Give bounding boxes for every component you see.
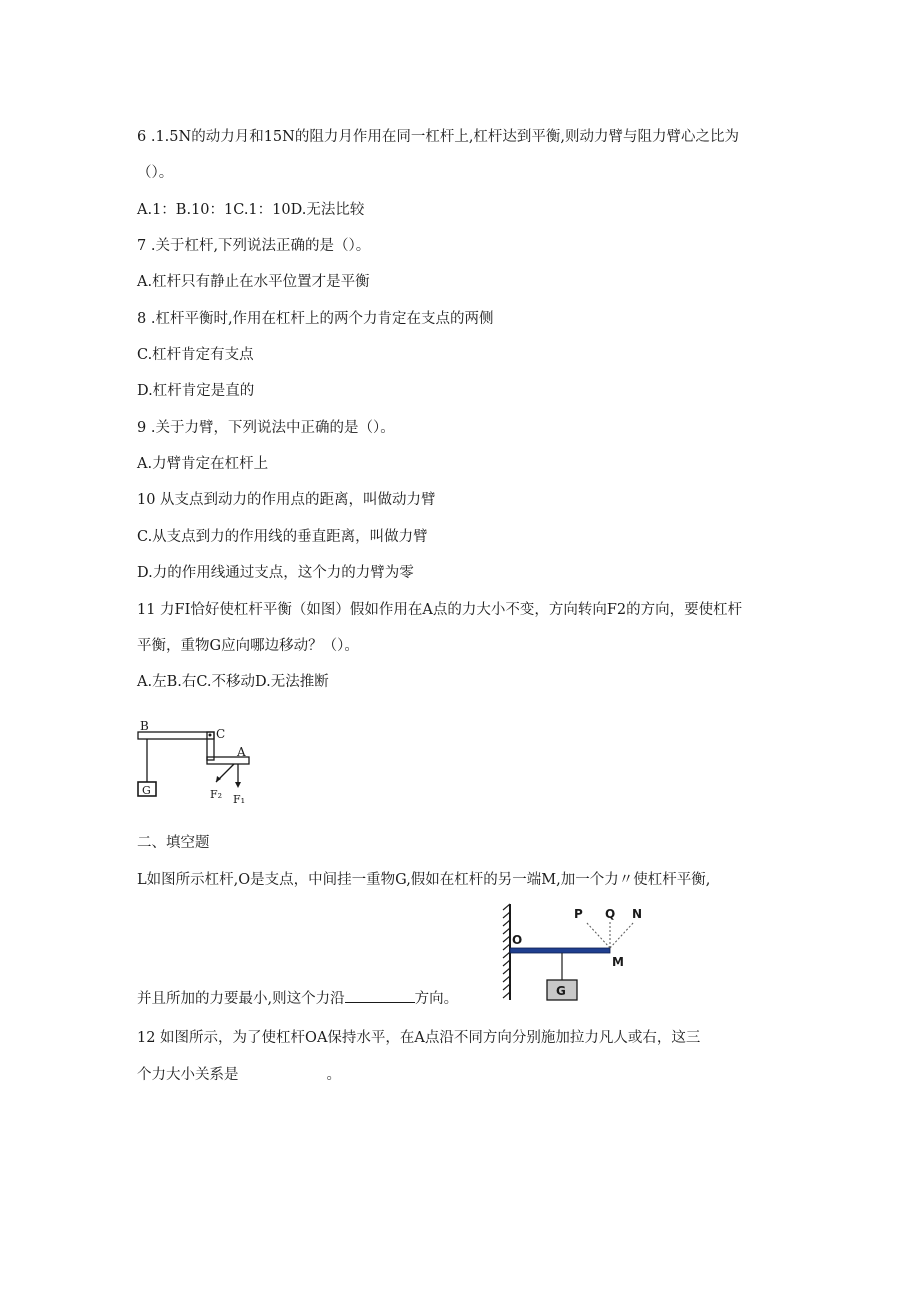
direction-n	[610, 922, 634, 948]
question-10: 10 从支点到动力的作用点的距离，叫做动力臂	[137, 492, 436, 508]
direction-p	[586, 922, 610, 948]
question-6-line1: 6 .1.5N的动力月和15N的阻力月作用在同一杠杆上,杠杆达到平衡,则动力臂与阻力臂心之比为	[137, 129, 740, 145]
fill-question-1-line2	[137, 988, 458, 1009]
question-7: 7 .关于杠杆,下列说法正确的是（）。	[137, 238, 371, 254]
label-a: A	[237, 745, 246, 759]
fill-question-1-line1: L如图所示杠杆,O是支点，中间挂一重物G,假如在杠杆的另一端M,加一个力〃使杠杆平衡,	[137, 872, 711, 888]
question-7-option-c: C.杠杆肯定有支点	[137, 347, 254, 363]
label-m: M	[612, 955, 624, 969]
fill-question-12-line2	[137, 1065, 341, 1085]
lever-bar	[510, 948, 610, 953]
label-b: B	[140, 719, 149, 733]
label-c: C	[216, 727, 226, 741]
question-9-option-c: C.从支点到力的作用线的垂直距离，叫做力臂	[137, 529, 428, 545]
fill-question-1-text: 并且所加的力要最小,则这个力沿	[137, 991, 345, 1007]
question-9: 9 .关于力臂，下列说法中正确的是（）。	[137, 420, 395, 436]
fill-question-1-tail: 方向。	[414, 991, 459, 1007]
label-f1: F₁	[233, 793, 246, 806]
label-q: Q	[605, 907, 616, 921]
section-heading-fill-in: 二、填空题	[137, 835, 210, 851]
label-g: G	[556, 984, 566, 998]
answer-blank-1[interactable]	[345, 988, 415, 1003]
question-7-option-d: D.杠杆肯定是直的	[137, 383, 255, 399]
label-g: G	[142, 784, 151, 797]
question-8: 8 .杠杆平衡时,作用在杠杆上的两个力肯定在支点的两侧	[137, 311, 494, 327]
question-11-options: A.左B.右C.不移动D.无法推断	[137, 674, 329, 690]
fill-question-12-line1: 12 如图所示，为了使杠杆OA保持水平，在A点沿不同方向分别施加拉力凡人或右，这三	[137, 1030, 701, 1046]
fill-question-12-tail: 。	[326, 1067, 341, 1083]
question-11-line2: 平衡，重物G应向哪边移动？（）。	[137, 638, 359, 654]
question-6-options: A.1：B.10：1C.1：10D.无法比较	[137, 202, 365, 218]
question-11-line1: 11 力FI恰好使杠杆平衡（如图）假如作用在A点的力大小不变，方向转向F2的方向，要使杠杆	[137, 602, 743, 618]
label-n: N	[632, 907, 643, 921]
question-9-option-d: D.力的作用线通过支点，这个力的力臂为零	[137, 565, 414, 581]
question-6-line2: （）。	[137, 165, 174, 181]
question-9-option-a: A.力臂肯定在杠杆上	[137, 456, 269, 472]
lever-figure-2	[494, 900, 660, 1006]
label-o: O	[512, 933, 523, 947]
lever-figure-1	[134, 716, 264, 808]
lever-top-bar	[138, 732, 214, 739]
label-p: P	[574, 907, 583, 921]
question-7-option-a: A.杠杆只有静止在水平位置才是平衡	[137, 274, 370, 290]
fill-question-12-text: 个力大小关系是	[137, 1067, 239, 1083]
label-f2: F₂	[210, 788, 223, 801]
